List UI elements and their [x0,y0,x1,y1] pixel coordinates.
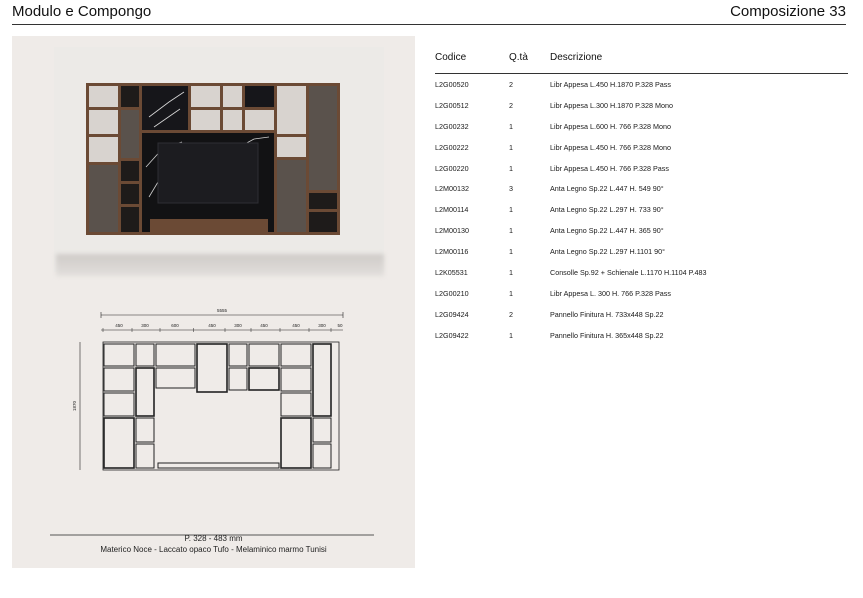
cell-code: L2M00132 [435,184,469,194]
cell-description: Pannello Finitura H. 733x448 Sp.22 [550,309,664,319]
segment-dimension: 300 [234,323,242,328]
cell-code: L2K05531 [435,267,468,277]
cell-qty: 3 [509,184,513,194]
composition-title: Composizione 33 [730,3,846,20]
cell-code: L2G00520 [435,79,469,89]
cell-code: L2M00114 [435,205,469,215]
cell-code: L2G00222 [435,142,469,152]
bookcase-render [54,47,384,272]
cell-description: Libr Appesa L.450 H. 766 P.328 Pass [550,163,669,173]
header-divider [12,24,846,25]
segment-dimension: 50 [337,323,343,328]
col-header-code: Codice [435,51,467,63]
cell-code: L2G00512 [435,100,469,110]
components-table [435,40,848,346]
table-row [435,220,848,241]
table-row [435,158,848,179]
table-row [435,74,848,95]
cell-description: Consolle Sp.92 + Schienale L.1170 H.1104 P.483 [550,267,707,277]
cell-code: L2G00210 [435,288,469,298]
table-header-row [435,40,848,74]
marble-door [142,86,188,130]
cell-description: Pannello Finitura H. 365x448 Sp.22 [550,330,664,340]
cell-description: Anta Legno Sp.22 L.297 H.1101 90° [550,247,666,257]
segment-dimension: 300 [141,323,149,328]
table-row [435,178,848,199]
cell-qty: 1 [509,121,513,131]
cell-qty: 1 [509,247,513,257]
table-header-divider [435,73,848,74]
table-row [435,116,848,137]
cell-code: L2G09424 [435,309,469,319]
segment-dimension: 600 [171,323,179,328]
cell-qty: 2 [509,309,513,319]
cell-description: Libr Appesa L.600 H. 766 P.328 Mono [550,121,671,131]
cell-description: Anta Legno Sp.22 L.447 H. 549 90° [550,184,664,194]
segment-dimension: 300 [318,323,326,328]
brand-title: Modulo e Compongo [12,3,152,20]
cell-description: Anta Legno Sp.22 L.447 H. 365 90° [550,226,664,236]
table-row [435,262,848,283]
cell-code: L2M00130 [435,226,469,236]
product-photo [54,47,384,272]
cell-code: L2M00116 [435,247,469,257]
col-header-description: Descrizione [550,51,603,63]
cell-code: L2G09422 [435,330,469,340]
segment-dimensions [103,323,343,332]
cell-qty: 1 [509,205,513,215]
table-row [435,283,848,304]
product-panel [12,36,415,568]
cell-description: Libr Appesa L. 300 H. 766 P.328 Pass [550,288,671,298]
table-row [435,95,848,116]
tv-screen [158,143,258,203]
cell-qty: 1 [509,226,513,236]
cell-qty: 1 [509,288,513,298]
table-row [435,199,848,220]
console [150,219,268,232]
cell-qty: 1 [509,142,513,152]
table-row [435,137,848,158]
table-row [435,325,848,346]
dim-height: 1870 [72,400,77,412]
cell-description: Libr Appesa L.450 H.1870 P.328 Pass [550,79,671,89]
segment-dimension: 450 [292,323,300,328]
cell-qty: 1 [509,330,513,340]
cell-qty: 1 [509,267,513,277]
cell-description: Libr Appesa L.300 H.1870 P.328 Mono [550,100,673,110]
segment-dimension: 450 [208,323,216,328]
col-header-qty: Q.tà [509,51,528,63]
table-row [435,304,848,325]
depth-caption: P. 328 - 483 mm [184,534,243,543]
finishes-caption: Materico Noce - Laccato opaco Tufo - Melaminico marmo Tunisi [100,545,327,554]
segment-dimension: 450 [260,323,268,328]
dim-total-width: 5555 [216,308,228,313]
segment-dimension: 450 [115,323,123,328]
cell-description: Anta Legno Sp.22 L.297 H. 733 90° [550,205,664,215]
cell-qty: 2 [509,100,513,110]
cell-qty: 2 [509,79,513,89]
cell-code: L2G00220 [435,163,469,173]
cell-qty: 1 [509,163,513,173]
table-row [435,241,848,262]
cell-description: Libr Appesa L.450 H. 766 P.328 Mono [550,142,671,152]
cell-code: L2G00232 [435,121,469,131]
